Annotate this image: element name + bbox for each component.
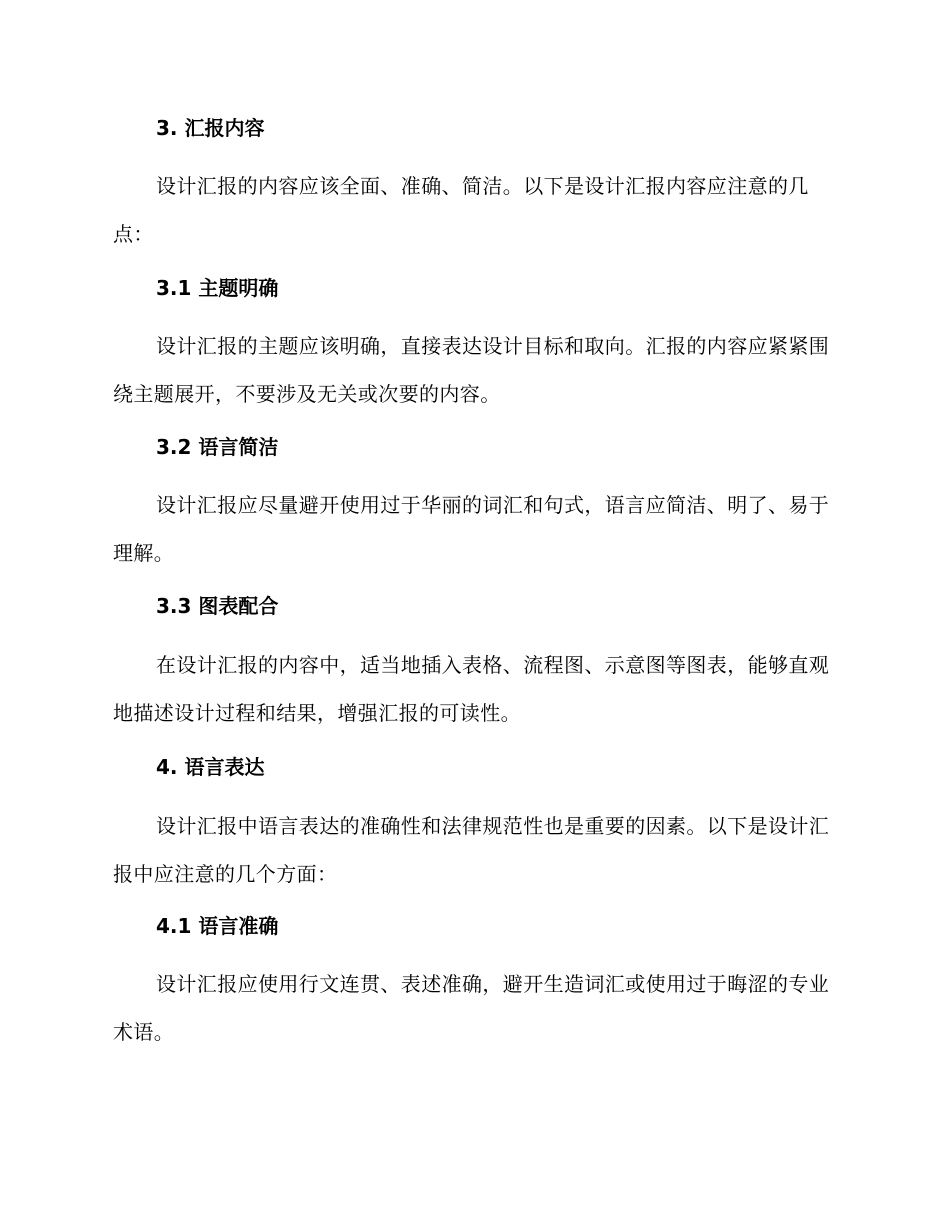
section-paragraph: 设计汇报的主题应该明确，直接表达设计目标和取向。汇报的内容应紧紧围绕主题展开，不要涉及无关或次要的内容。 [113, 334, 830, 406]
section-paragraph: 设计汇报应使用行文连贯、表述准确，避开生造词汇或使用过于晦涩的专业术语。 [113, 972, 830, 1044]
section-paragraph: 设计汇报的内容应该全面、准确、简洁。以下是设计汇报内容应注意的几点： [113, 174, 809, 246]
section-heading: 3.3 图表配合 [156, 594, 279, 618]
section-paragraph: 设计汇报中语言表达的准确性和法律规范性也是重要的因素。以下是设计汇报中应注意的几个方面： [113, 814, 830, 886]
section-paragraph: 设计汇报应尽量避开使用过于华丽的词汇和句式，语言应简洁、明了、易于理解。 [113, 493, 830, 565]
section-heading: 3.1 主题明确 [156, 276, 279, 300]
section-heading: 4.1 语言准确 [156, 914, 279, 938]
section-heading: 3.2 语言简洁 [156, 435, 279, 459]
section-heading: 4. 语言表达 [156, 755, 265, 779]
section-heading: 3. 汇报内容 [156, 116, 265, 140]
section-paragraph: 在设计汇报的内容中，适当地插入表格、流程图、示意图等图表，能够直观地描述设计过程和结果，增强汇报的可读性。 [113, 653, 830, 725]
